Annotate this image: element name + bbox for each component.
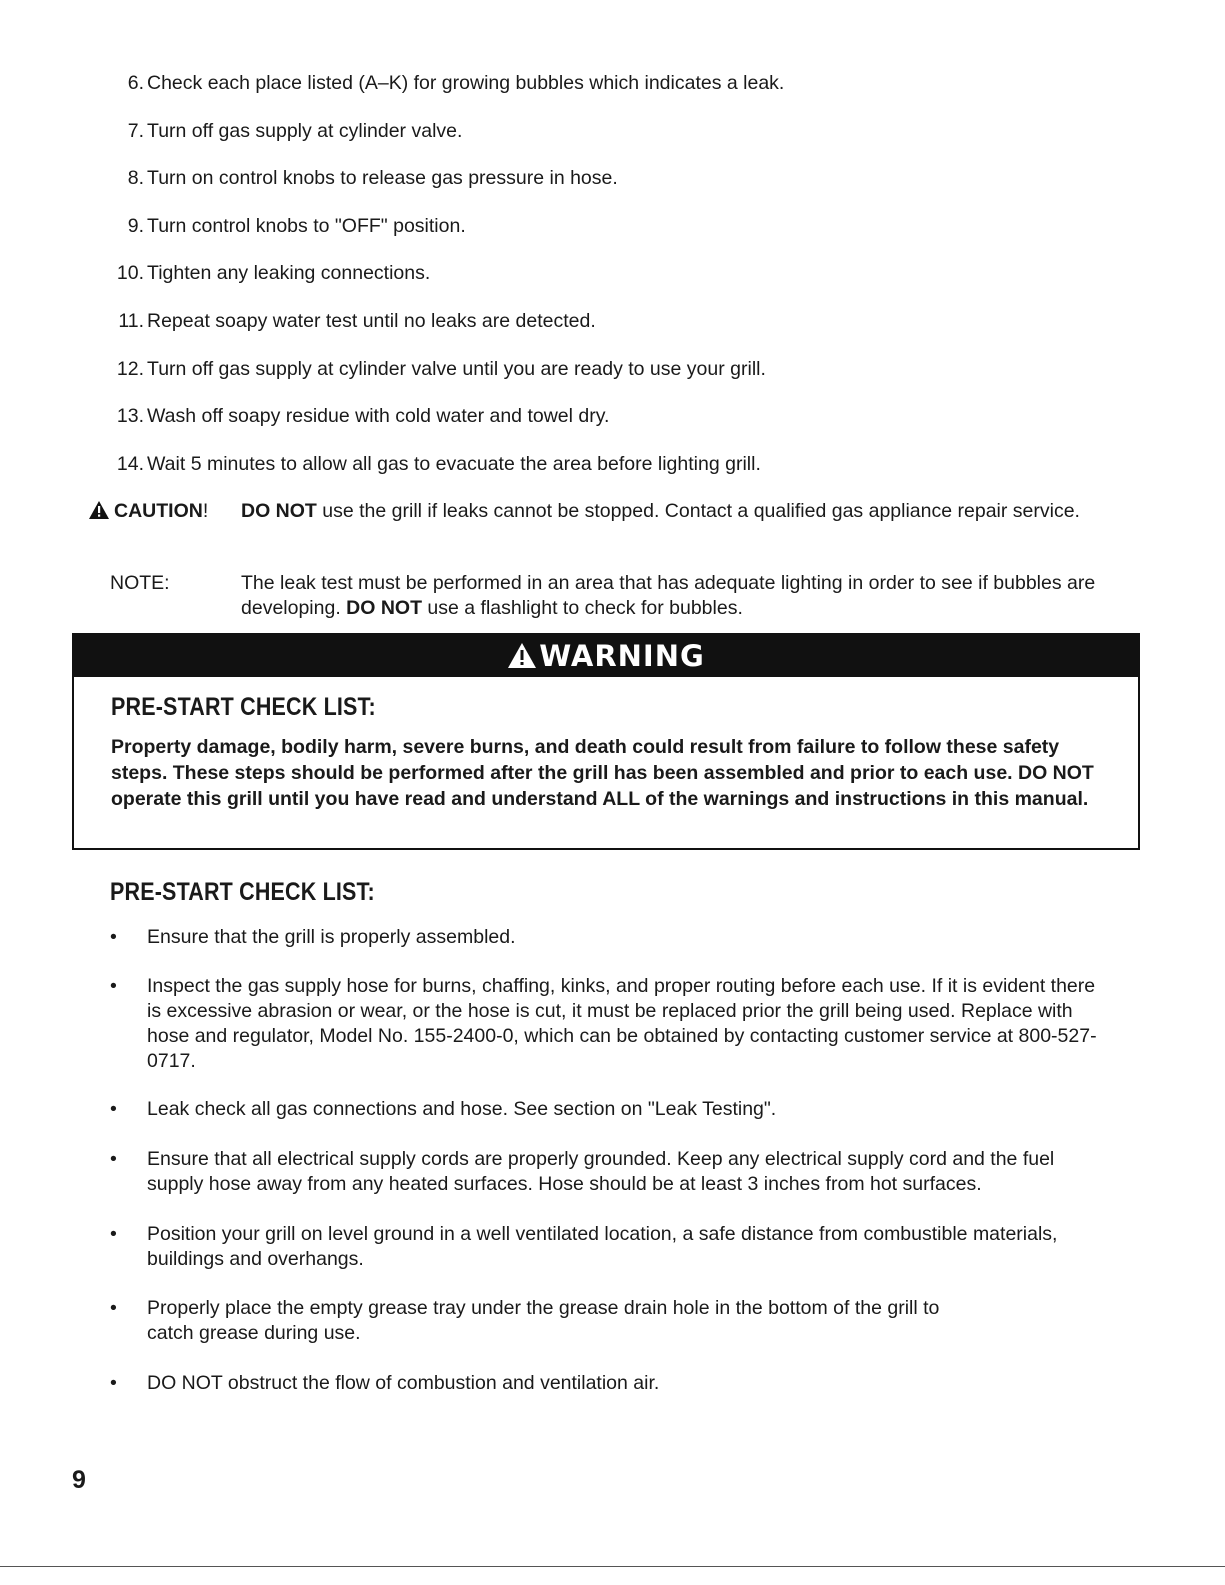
step-text: Turn off gas supply at cylinder valve. [147, 119, 463, 142]
caution-text [241, 499, 1111, 524]
step-number: 8. [127, 167, 144, 190]
checklist-item-text: Leak check all gas connections and hose. See section on "Leak Testing". [147, 1098, 777, 1120]
bullet-icon: • [110, 1148, 117, 1170]
step-number: 10. [116, 262, 144, 285]
checklist-item-text: Ensure that all electrical supply cords are properly grounded. Keep any electrical supply cord and the fuel supply hose away from any heated surfaces. Hose should be at least 3 inches from hot surfaces. [147, 1148, 1055, 1195]
caution-label-text: CAUTION [114, 500, 203, 522]
note-body-2: use a flashlight to check for bubbles. [422, 597, 743, 619]
list-item [0, 116, 1225, 164]
step-text: Turn on control knobs to release gas pressure in hose. [147, 167, 618, 190]
checklist-item-text: Ensure that the grill is properly assembled. [147, 926, 516, 948]
warning-triangle-icon [507, 642, 537, 669]
bullet-icon: • [110, 1098, 117, 1120]
caution-bold-lead: DO NOT [241, 500, 317, 522]
step-number: 11. [118, 309, 144, 332]
caution-label-tail: ! [202, 500, 209, 522]
step-text: Wash off soapy residue with cold water and towel dry. [147, 405, 610, 428]
step-number: 7. [127, 119, 144, 142]
warning-title-bar [74, 635, 1138, 677]
note-label: NOTE: [110, 572, 170, 594]
checklist-item-text: Properly place the empty grease tray under the grease drain hole in the bottom of the grill to catch grease during use. [147, 1297, 940, 1344]
checklist-item-text: Inspect the gas supply hose for burns, chaffing, kinks, and proper routing before each use. If it is evident there is excessive abrasion or wear, or the hose is cut, it must be replaced prior the grill being used. Replace with hose and regulator, Model No. 155-2400-0, which can be obtained by contacting customer service at 800-527-0717. [147, 975, 1097, 1072]
numbered-steps-list [0, 68, 1225, 496]
checklist-heading: PRE-START CHECK LIST: [110, 878, 375, 906]
warning-title: WARNING [539, 639, 705, 673]
note-bold: DO NOT [346, 597, 423, 619]
warning-triangle-icon [88, 500, 110, 520]
step-text: Turn off gas supply at cylinder valve until you are ready to use your grill. [147, 357, 766, 380]
checklist-item-text: DO NOT obstruct the flow of combustion and ventilation air. [147, 1372, 660, 1394]
list-item [0, 211, 1225, 259]
page-divider [0, 1566, 1225, 1567]
caution-label [110, 499, 208, 524]
step-text: Turn control knobs to "OFF" position. [147, 214, 466, 237]
bullet-icon: • [110, 1297, 117, 1319]
step-text: Check each place listed (A–K) for growing bubbles which indicates a leak. [147, 72, 785, 94]
note-text [241, 571, 1111, 621]
caution-body: use the grill if leaks cannot be stopped. Contact a qualified gas appliance repair service. [316, 500, 1080, 522]
step-number: 9. [127, 214, 144, 237]
step-number: 13. [116, 405, 144, 428]
note-body-1: The leak test must be performed in an area that has adequate lighting in order to see if bubbles are developing. [241, 572, 1096, 619]
bullet-icon: • [110, 926, 117, 948]
step-number: 14. [116, 452, 144, 475]
step-text: Repeat soapy water test until no leaks are detected. [147, 309, 596, 332]
step-text: Tighten any leaking connections. [147, 262, 431, 285]
list-item [0, 401, 1225, 449]
step-number: 6. [127, 72, 144, 94]
warning-heading: PRE-START CHECK LIST: [111, 693, 376, 721]
bullet-icon: • [110, 1372, 117, 1394]
page-number: 9 [72, 1466, 86, 1494]
warning-box [72, 633, 1140, 850]
warning-text: Property damage, bodily harm, severe burns, and death could result from failure to follow these safety steps. These steps should be performed after the grill has been assembled and prior to each use. DO NOT operate this grill until you have read and understand ALL of the warnings and instructions in this manual. [111, 736, 1094, 810]
list-item [0, 449, 1225, 497]
step-text: Wait 5 minutes to allow all gas to evacuate the area before lighting grill. [147, 452, 761, 475]
step-number: 12. [116, 357, 144, 380]
list-item [0, 306, 1225, 354]
checklist-item-text: Position your grill on level ground in a well ventilated location, a safe distance from combustible materials, buildings and overhangs. [147, 1223, 1058, 1270]
bullet-icon: • [110, 1223, 117, 1245]
list-item [0, 258, 1225, 306]
bullet-icon: • [110, 975, 117, 997]
list-item [0, 354, 1225, 402]
list-item [0, 68, 1225, 116]
list-item [0, 163, 1225, 211]
